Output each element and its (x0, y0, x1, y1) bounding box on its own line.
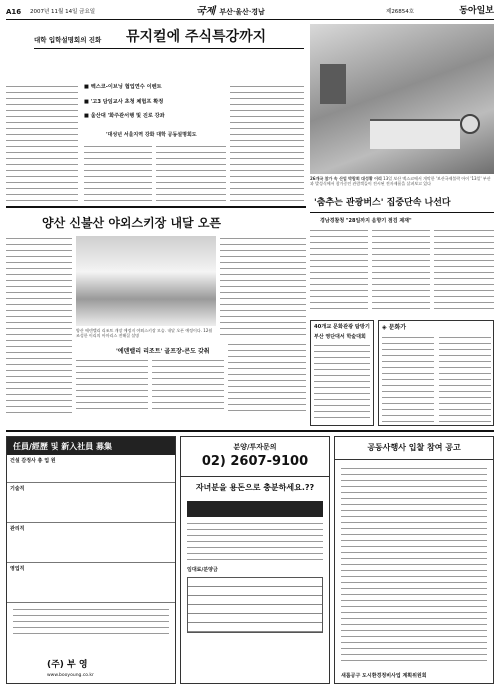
page-number: A16 (6, 8, 22, 16)
ad-phone-lead: 분양/투자문의 (233, 443, 277, 451)
ad-promo-text: 자녀분을 용돈으로 충분하세요.?? (195, 483, 315, 492)
expo-stall (370, 119, 460, 149)
culture-title: ◈ 문화가 (382, 324, 407, 331)
ad-row: 기술직 (7, 483, 175, 523)
ad-recruitment-url: www.booyoung.co.kr (47, 673, 94, 679)
article-headline: 뮤지컬에 주식특강까지 (126, 29, 267, 45)
notice-box (310, 320, 374, 426)
ad-recruitment-company: (주) 부 영 (47, 659, 88, 670)
ad-phone-number: 02) 2607-9100 (201, 453, 309, 469)
ski-resort-photo (76, 236, 216, 326)
ad-row: 영업직 (7, 563, 175, 603)
ad-bid-notice (334, 436, 494, 684)
culture-box (378, 320, 494, 426)
article-tourbus (310, 196, 494, 316)
expo-photo-caption: 26개국 참가 속 산업 박람회 대성황 이리 13일 보산 액스코에서 개막한 '보산국제불락 아이 '13일' 부산과 발성식에서 참가중인 관람객들이 전시된 전자제품을 살펴보고 있다 (310, 176, 491, 186)
expo-badge-icon (460, 114, 480, 134)
expo-photo (310, 24, 494, 174)
ad-recruitment (6, 436, 176, 684)
article-headline: 양산 신불산 야외스키장 내달 오픈 (42, 216, 222, 230)
ad-apartment-sale (180, 436, 330, 684)
section-title: 국제 부산·울산·경남 (196, 6, 265, 17)
ad-row: 관리직 (7, 523, 175, 563)
article-lead: 경남경찰청 "28일까지 음향기 점검 제재" (320, 218, 412, 224)
expo-booth-sign (320, 64, 346, 104)
ad-bid-footer: 새롬공구 도시환경정비사업 계획위원회 (341, 672, 427, 679)
ad-row: 건설 감정사 총 업 원 (7, 455, 175, 483)
ad-table-title: 임대료/분양금 (187, 567, 218, 573)
bullet-2: ■ '고3 담임교사 초청 체험프 확정 (84, 98, 164, 105)
ad-price-table (187, 577, 323, 633)
bullet-1: ■ 벡스코-이브닝 협업연수 이벤트 (84, 84, 162, 90)
ad-bid-title: 공동사행사 입찰 참여 공고 (335, 437, 493, 460)
ad-recruitment-title: 任員/經歷 및 新入社員 募集 (7, 437, 175, 455)
article-kicker: 대학 입학설명회의 진화 (34, 36, 102, 44)
notice-subtitle: 부산 영단대서 학술대회 (314, 333, 366, 340)
page-header (6, 6, 494, 20)
bullet-3: ■ 울산대 '화주관서행 및 진로 강좌 (84, 113, 165, 119)
section-subtitle: 부산·울산·경남 (219, 7, 265, 16)
article-body (6, 84, 78, 204)
article-headline: '춤추는 관광버스' 집중단속 나선다 (314, 198, 451, 208)
article-subhead: '대성년 서울지역 강화 대학 공동설명회도 (106, 132, 197, 138)
ski-photo-caption: 양산 에덴밸리 리조트 개장 예정지 야외스키장 모습. 내달 오픈 예정이다. 12월 조성한 이리의 아마리스 전해질 설명 (76, 328, 213, 338)
notice-title: 40개교 문화관광 탐방기 (314, 324, 370, 330)
article-university-fair (6, 24, 306, 206)
issue-date: 2007년 11월 14일 금요일 (30, 9, 96, 15)
ad-dark-banner (187, 501, 323, 517)
article-ski-resort (6, 206, 306, 418)
masthead-logo: 동아일보 (459, 6, 494, 16)
ad-phone-banner (181, 437, 329, 477)
article-bullets (84, 84, 204, 120)
issue-number: 제26854호 (386, 9, 415, 15)
article-subheadline: '에덴밸리 리조트' 골프장-콘도 갖춰 (116, 348, 210, 355)
